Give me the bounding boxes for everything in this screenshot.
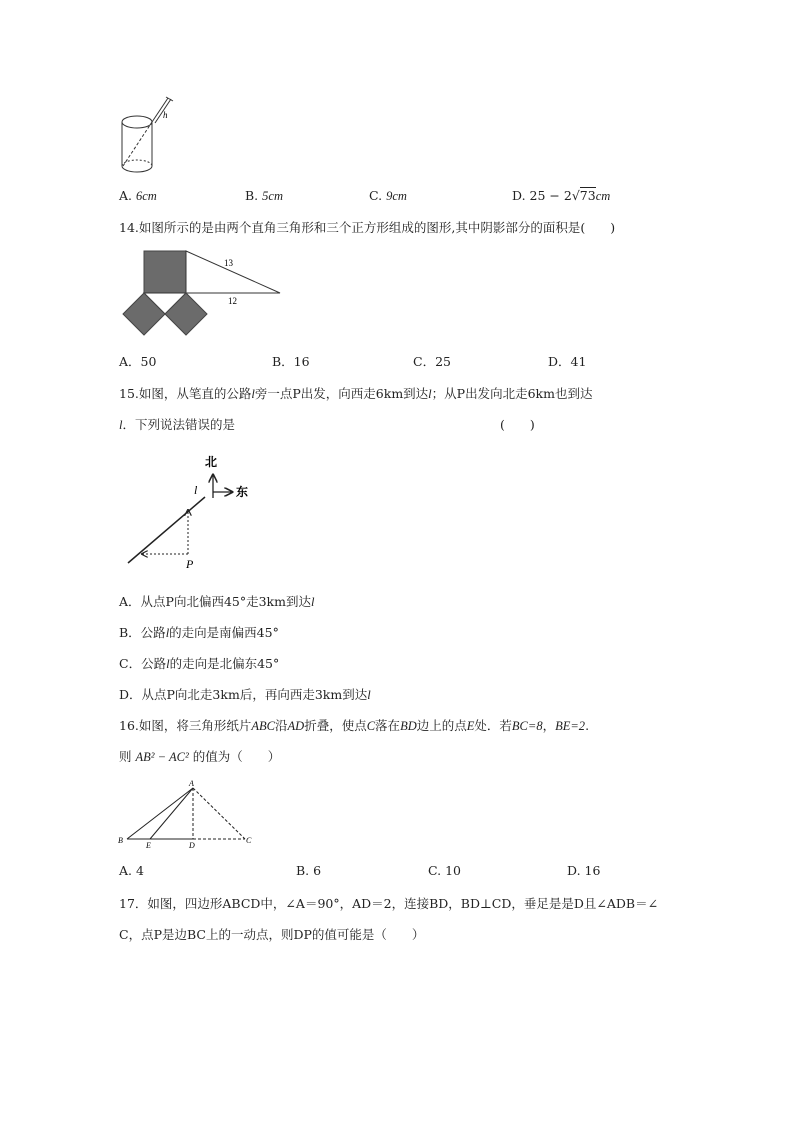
q15-option-d[interactable]: D．从点P向北走3km后，再向西走3km到达l (119, 687, 371, 702)
sqrt-sign: √ (571, 188, 580, 203)
q16-option-c[interactable]: C. 10 (428, 863, 461, 878)
vertex-e-label: E (146, 841, 151, 850)
q15-stem-line2: l．下列说法错误的是 (119, 417, 235, 432)
q14-option-a[interactable]: A．50 (119, 354, 157, 369)
q14-option-b[interactable]: B．16 (272, 354, 310, 369)
q13-option-a[interactable]: A. 6cm (119, 188, 157, 203)
q15-option-a[interactable]: A．从点P向北偏西45°走3km到达l (119, 594, 315, 609)
q15-answer-paren: ( ) (500, 417, 535, 432)
q13-option-c[interactable]: C. 9cm (369, 188, 407, 203)
cylinder-h-label: h (163, 110, 168, 120)
q16-stem-line1: 16.如图，将三角形纸片ABC沿AD折叠，使点C落在BD边上的点E处．若BC=8，BE=2. (119, 718, 590, 733)
vertex-b-label: B (118, 836, 123, 845)
q16-option-d[interactable]: D. 16 (567, 863, 601, 878)
road-l-label: l (194, 483, 198, 497)
q15-option-b[interactable]: B．公路l的走向是南偏西45° (119, 625, 279, 640)
east-label: 东 (236, 485, 249, 499)
q13-option-b[interactable]: B. 5cm (245, 188, 283, 203)
q16-option-b[interactable]: B. 6 (296, 863, 322, 878)
q13-option-d[interactable]: D. 25 − 2√73cm (512, 188, 611, 203)
q17-stem-line1: 17．如图，四边形ABCD中，∠A＝90°，AD＝2，连接BD，BD⊥CD，垂足是是D且∠ADB＝∠ (119, 896, 659, 911)
cylinder-figure (110, 92, 190, 180)
north-label: 北 (205, 455, 218, 469)
q14-stem: 14.如图所示的是由两个直角三角形和三个正方形组成的图形,其中阴影部分的面积是( ) (119, 220, 616, 235)
q16-stem-line2: 则 AB² − AC² 的值为（ ） (119, 749, 281, 764)
vertex-a-label: A (189, 779, 194, 788)
q17-stem-line2: C，点P是边BC上的一动点，则DP的值可能是（ ） (119, 927, 425, 942)
q14-option-c[interactable]: C．25 (413, 354, 451, 369)
leg-label: 12 (228, 296, 237, 306)
q15-stem-line1: 15.如图，从笔直的公路l旁一点P出发，向西走6km到达l；从P出发向北走6km也到达 (119, 386, 593, 401)
hypotenuse-label: 13 (224, 258, 233, 268)
q16-option-a[interactable]: A. 4 (119, 863, 144, 878)
q14-option-d[interactable]: D．41 (548, 354, 587, 369)
vertex-c-label: C (246, 836, 252, 845)
point-p-label: P (186, 557, 194, 571)
vertex-d-label: D (189, 841, 195, 850)
road-direction-figure (120, 450, 260, 575)
squares-triangles-figure (118, 246, 288, 342)
q15-option-c[interactable]: C．公路l的走向是北偏东45° (119, 656, 280, 671)
folded-triangle-figure (115, 778, 260, 850)
